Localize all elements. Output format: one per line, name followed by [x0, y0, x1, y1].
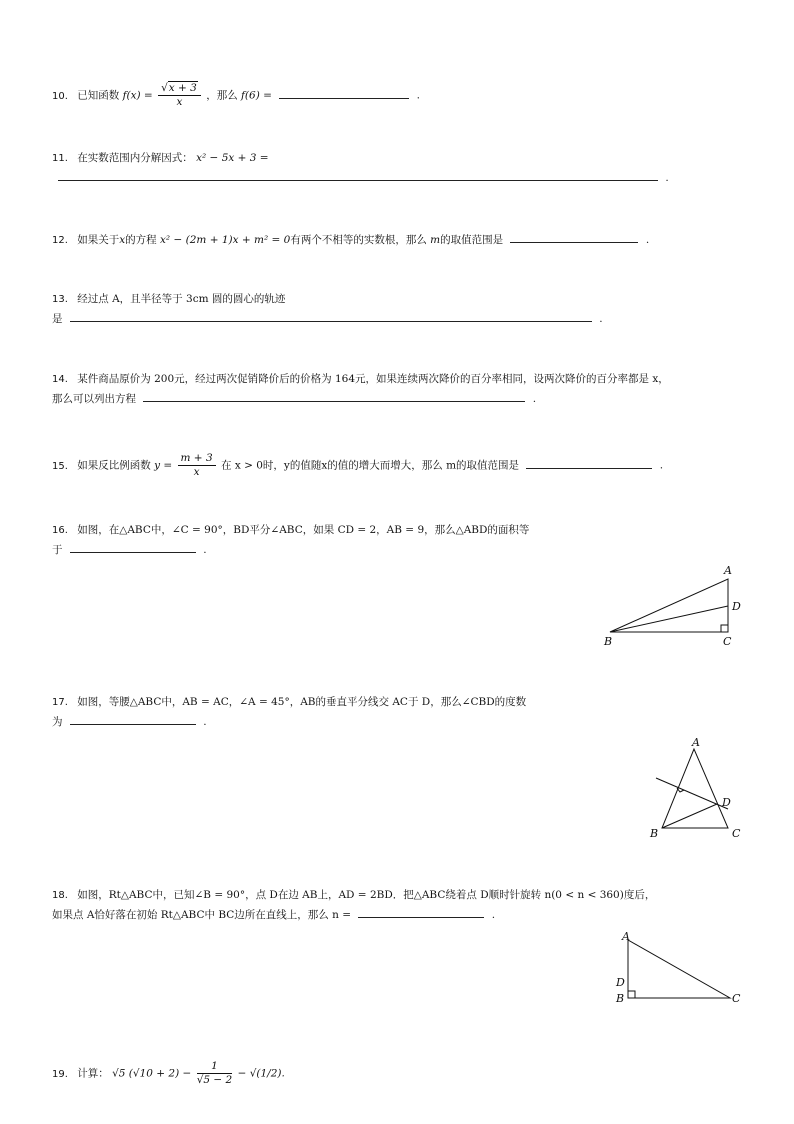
- question-text: 如果反比例函数: [77, 459, 151, 472]
- period: .: [665, 172, 669, 184]
- answer-blank[interactable]: [510, 232, 638, 243]
- vertex-label-b: B: [604, 635, 613, 648]
- question-13-line2: [52, 311, 603, 326]
- period: .: [416, 89, 420, 102]
- question-number: 14.: [52, 374, 68, 385]
- answer-blank[interactable]: [70, 542, 196, 553]
- question-11-answer-line: [58, 170, 669, 185]
- question-13: [52, 292, 285, 307]
- fraction-denominator: √5 − 2: [196, 1074, 233, 1086]
- math-expression: x² − 5x + 3 =: [196, 152, 269, 164]
- question-text: 经过点 A，且半径等于 3cm 圆的圆心的轨迹: [77, 293, 286, 305]
- question-11: [52, 151, 269, 166]
- right-triangle-abc: [628, 940, 730, 998]
- fraction: $\frac{√x + 3}{x}$: [158, 82, 201, 109]
- fraction-denominator: x: [193, 466, 200, 478]
- math-expression: √5 (√10 + 2) −: [112, 1067, 192, 1080]
- question-17: [52, 695, 526, 710]
- question-18-line2: [52, 907, 495, 922]
- question-text: 于: [52, 544, 63, 556]
- fraction-numerator: x + 3: [168, 82, 197, 94]
- vertex-label-b: B: [616, 992, 625, 1005]
- angle-bisector-bd: [610, 606, 728, 632]
- period: .: [599, 313, 603, 325]
- answer-blank[interactable]: [58, 170, 658, 181]
- question-text: 计算：: [77, 1067, 109, 1080]
- question-text: 的方程: [125, 234, 157, 246]
- question-number: 15.: [52, 460, 68, 472]
- triangle-figure-16: [600, 562, 760, 652]
- function-expression: y =: [154, 459, 173, 472]
- question-number: 10.: [52, 90, 68, 102]
- variable: x: [119, 234, 126, 246]
- fraction: [197, 1060, 233, 1087]
- question-number: 11.: [52, 153, 68, 164]
- question-text: 某件商品原价为 200元，经过两次促销降价后的价格为 164元，如果连续两次降价的百分率相同，设两次降价的百分率都是 x，: [77, 373, 669, 385]
- math-expression: − √(1/2).: [237, 1067, 285, 1080]
- question-16: [52, 523, 529, 538]
- fraction-denominator: x: [176, 96, 183, 108]
- question-text: 如图，等腰△ABC中，AB = AC，∠A = 45°，AB的垂直平分线交 AC于 D，那么∠CBD的度数: [77, 696, 527, 708]
- variable: m: [430, 234, 441, 246]
- point-label-d: D: [732, 600, 741, 613]
- question-text: 如图，在△ABC中，∠C = 90°，BD平分∠ABC，如果 CD = 2，AB = 9，那么△ABD的面积等: [77, 524, 530, 536]
- question-text: ，那么: [206, 89, 238, 102]
- vertex-label-a: A: [622, 930, 630, 943]
- question-text: 已知函数: [77, 89, 120, 102]
- question-text: 的取值范围是: [440, 234, 504, 246]
- equation: x² − (2m + 1)x + m² = 0: [160, 234, 291, 246]
- question-text: 如果点 A恰好落在初始 Rt△ABC中 BC边所在直线上，那么 n =: [52, 909, 352, 921]
- question-number: 16.: [52, 525, 68, 536]
- vertex-label-a: A: [724, 564, 732, 577]
- function-expression: f(x) =: [122, 89, 153, 102]
- question-16-line2: [52, 542, 207, 557]
- period: .: [532, 393, 537, 405]
- right-angle-mark: [721, 625, 728, 632]
- question-number: 19.: [52, 1068, 68, 1080]
- question-14: [52, 372, 669, 387]
- point-label-d: D: [616, 976, 625, 989]
- triangle-abc: [610, 579, 728, 632]
- answer-blank[interactable]: [70, 311, 592, 322]
- point-label-d: D: [722, 796, 731, 809]
- question-text: 有两个不相等的实数根，那么: [290, 234, 427, 246]
- period: .: [203, 544, 207, 556]
- triangle-abc: [662, 749, 728, 828]
- question-19: [52, 1060, 285, 1087]
- question-17-line2: [52, 714, 207, 729]
- answer-blank[interactable]: [143, 391, 525, 402]
- question-number: 12.: [52, 235, 68, 246]
- vertex-label-c: C: [732, 827, 741, 840]
- question-number: 18.: [52, 890, 68, 901]
- function-value: f(6) =: [241, 89, 272, 102]
- vertex-label-c: C: [723, 635, 732, 648]
- vertex-label-a: A: [692, 736, 700, 749]
- question-number: 13.: [52, 294, 68, 305]
- question-text: 如果关于: [77, 234, 120, 246]
- period: .: [491, 909, 496, 921]
- period: .: [645, 234, 650, 246]
- period: .: [203, 716, 207, 728]
- question-14-line2: [52, 391, 536, 406]
- triangle-figure-18: [610, 926, 750, 1010]
- answer-blank[interactable]: [358, 907, 484, 918]
- answer-blank[interactable]: [526, 458, 652, 469]
- vertex-label-c: C: [732, 992, 741, 1005]
- question-10: [52, 82, 420, 109]
- question-text: 那么可以列出方程: [52, 393, 136, 405]
- question-text: 是: [52, 313, 63, 325]
- question-number: 17.: [52, 697, 68, 708]
- fraction-numerator: 1: [197, 1060, 233, 1074]
- question-text: 在 x > 0时，y的值随x的值的增大而增大，那么 m的取值范围是: [220, 459, 520, 472]
- fraction: [178, 452, 216, 479]
- question-15: [52, 452, 663, 479]
- question-text: 为: [52, 716, 63, 728]
- question-text: 在实数范围内分解因式：: [77, 152, 193, 164]
- question-text: 如图，Rt△ABC中，已知∠B = 90°，点 D在边 AB上，AD = 2BD．把△ABC绕着点 D顺时针旋转 n(0 < n < 360)度后，: [77, 889, 656, 901]
- answer-blank[interactable]: [70, 714, 196, 725]
- right-angle-mark: [628, 991, 635, 998]
- fraction-numerator: m + 3: [178, 452, 216, 466]
- question-18: [52, 888, 655, 903]
- answer-blank[interactable]: [279, 88, 409, 99]
- period: .: [659, 459, 664, 472]
- question-12: [52, 232, 649, 248]
- perpendicular-bisector: [656, 778, 728, 809]
- vertex-label-b: B: [650, 827, 659, 840]
- triangle-figure-17: [640, 732, 750, 844]
